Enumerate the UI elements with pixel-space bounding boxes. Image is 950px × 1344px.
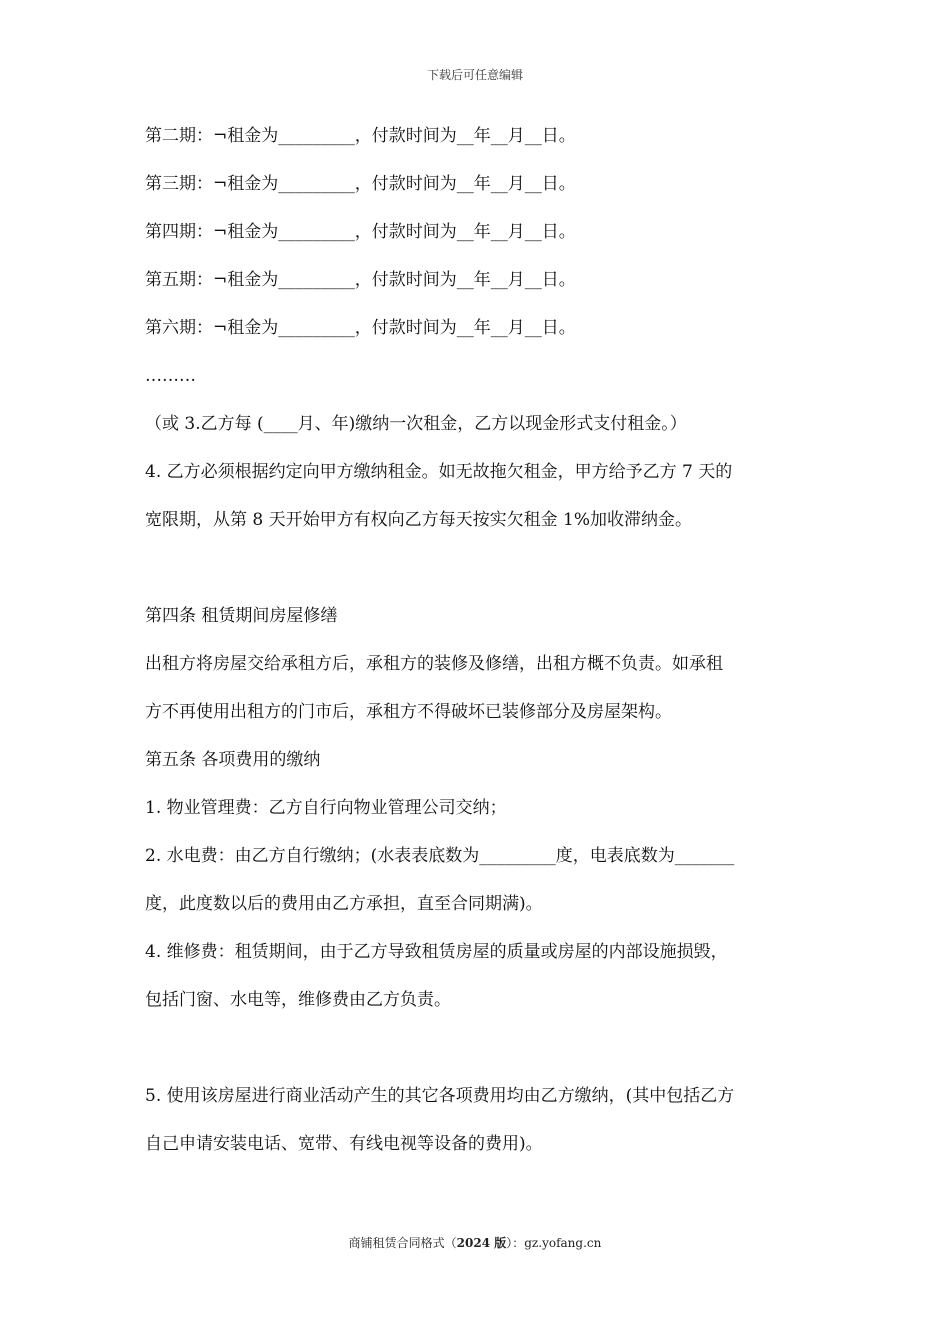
ellipsis-line: ……… <box>145 366 196 386</box>
fee-item-5-line-1: 5. 使用该房屋进行商业活动产生的其它各项费用均由乙方缴纳，(其中包括乙方 <box>145 1086 735 1106</box>
payment-period-6: 第六期：¬租金为_________，付款时间为__年__月__日。 <box>145 318 576 338</box>
article-4-text-1: 出租方将房屋交给承租方后，承租方的装修及修缮，出租方概不负责。如承租 <box>145 654 723 674</box>
payment-period-5: 第五期：¬租金为_________，付款时间为__年__月__日。 <box>145 270 576 290</box>
clause-4-line-1: 4. 乙方必须根据约定向甲方缴纳租金。如无故拖欠租金，甲方给予乙方 7 天的 <box>145 462 733 482</box>
payment-period-2: 第二期：¬租金为_________，付款时间为__年__月__日。 <box>145 126 576 146</box>
fee-item-2-line-2: 度，此度数以后的费用由乙方承担，直至合同期满)。 <box>145 894 543 914</box>
clause-4-line-2: 宽限期，从第 8 天开始甲方有权向乙方每天按实欠租金 1%加收滞纳金。 <box>145 510 692 530</box>
fee-item-4-line-1: 4. 维修费：租赁期间，由于乙方导致租赁房屋的质量或房屋的内部设施损毁， <box>145 942 728 962</box>
payment-period-4: 第四期：¬租金为_________，付款时间为__年__月__日。 <box>145 222 576 242</box>
fee-item-4-line-2: 包括门窗、水电等，维修费由乙方负责。 <box>145 990 451 1010</box>
fee-item-2-line-1: 2. 水电费：由乙方自行缴纳；(水表表底数为_________度，电表底数为_______ <box>145 846 735 866</box>
page-header: 下载后可任意编辑 <box>426 68 523 82</box>
article-4-heading: 第四条 租赁期间房屋修缮 <box>145 606 338 626</box>
fee-item-5-line-2: 自己申请安装电话、宽带、有线电视等设备的费用)。 <box>145 1134 543 1154</box>
footer-version: 2024 版 <box>456 1236 507 1250</box>
alt-payment-clause: （或 3.乙方每 (____月、年)缴纳一次租金，乙方以现金形式支付租金。） <box>145 414 687 434</box>
payment-period-3: 第三期：¬租金为_________，付款时间为__年__月__日。 <box>145 174 576 194</box>
page-footer <box>0 1234 950 1251</box>
article-5-heading: 第五条 各项费用的缴纳 <box>145 750 321 770</box>
footer-suffix: ）：gz.yofang.cn <box>506 1236 602 1250</box>
footer-prefix: 商铺租赁合同格式（ <box>348 1236 457 1250</box>
fee-item-1: 1. 物业管理费：乙方自行向物业管理公司交纳； <box>145 798 507 818</box>
article-4-text-2: 方不再使用出租方的门市后，承租方不得破坏已装修部分及房屋架构。 <box>145 702 672 722</box>
